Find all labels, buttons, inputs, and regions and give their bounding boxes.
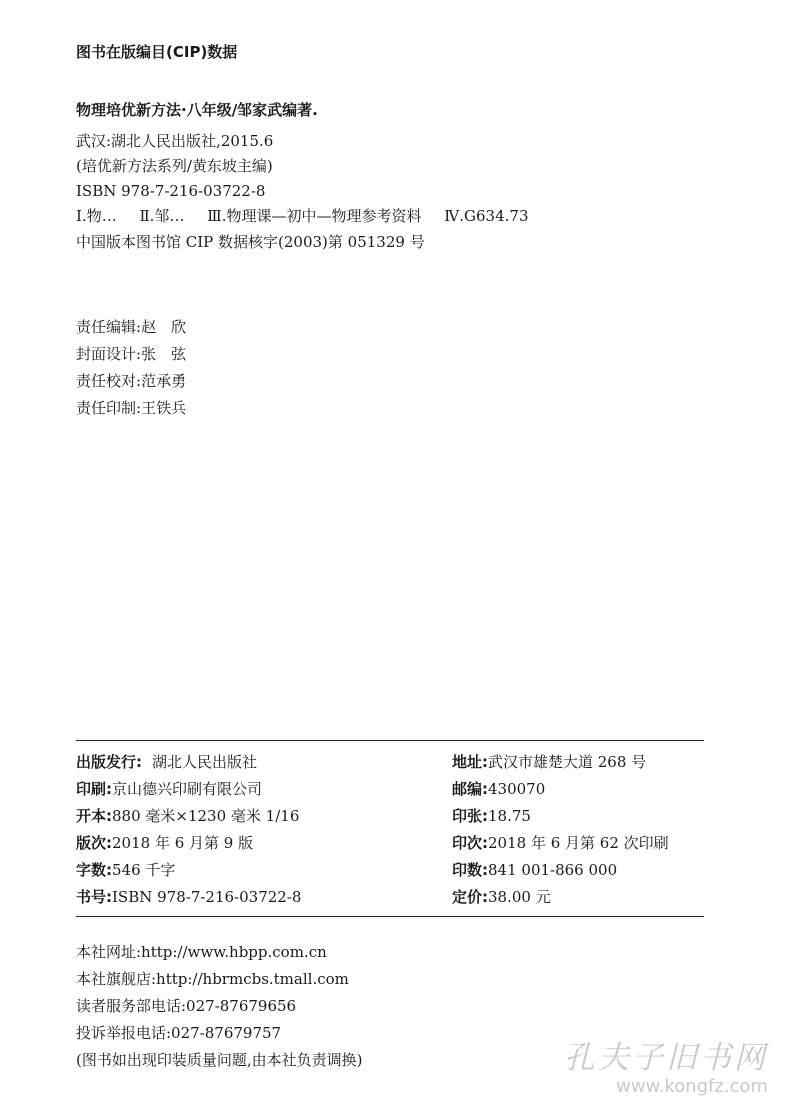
imprint-key: 地址: [452,753,488,771]
imprint-word-count [76,860,175,880]
contact-website: 本社网址:http://www.hbpp.com.cn [76,943,327,961]
class-part-2: Ⅱ.邹… [139,207,185,225]
credit-role: 责任印制: [76,399,142,417]
credit-role: 责任校对: [76,372,142,390]
imprint-key: 字数: [76,861,112,879]
imprint-key: 出版发行: [76,753,142,771]
credit-role: 责任编辑: [76,318,142,336]
imprint-key: 开本: [76,807,112,825]
watermark-url: www.kongfz.com [616,1076,768,1097]
imprint-key: 定价: [452,888,488,906]
imprint-printer [76,779,262,799]
cip-classification-line [76,206,529,226]
imprint-value: 546 千字 [112,861,176,879]
contact-complaint: 投诉举报电话:027-87679757 [76,1024,282,1042]
imprint-value: 841 001-866 000 [488,861,618,879]
imprint-key: 书号: [76,888,112,906]
imprint-value: 京山德兴印刷有限公司 [112,780,263,798]
imprint-price [452,887,551,907]
imprint-postcode [452,779,545,799]
contact-flagship-store: 本社旗舰店:http://hbrmcbs.tmall.com [76,970,349,988]
imprint-key: 版次: [76,834,112,852]
imprint-value: 18.75 [488,807,531,825]
imprint-value: 880 毫米×1230 毫米 1/16 [112,807,300,825]
contact-note: (图书如出现印装质量问题,由本社负责调换) [76,1051,363,1069]
class-part-3: Ⅲ.物理课—初中—物理参考资料 [207,207,422,225]
imprint-value: 38.00 元 [488,888,551,906]
cip-series-line: (培优新方法系列/黄东坡主编) [76,157,273,175]
class-part-4: Ⅳ.G634.73 [444,207,529,225]
credit-name: 张 弦 [141,345,187,363]
cip-number-line: 中国版本图书馆 CIP 数据核字(2003)第 051329 号 [76,233,425,251]
imprint-key: 印张: [452,807,488,825]
imprint-format [76,806,299,826]
imprint-value: 2018 年 6 月第 9 版 [112,834,254,852]
imprint-print-run [452,833,669,853]
credit-cover-design [76,344,186,364]
imprint-value: 2018 年 6 月第 62 次印刷 [488,834,669,852]
imprint-key: 印数: [452,861,488,879]
credit-printing [76,398,186,418]
class-part-1: Ⅰ.物… [76,207,117,225]
imprint-edition [76,833,253,853]
imprint-sheets [452,806,531,826]
watermark [564,1040,768,1098]
imprint-key: 印次: [452,834,488,852]
imprint-book-number [76,887,301,907]
imprint-print-quantity [452,860,617,880]
imprint-address [452,752,646,772]
imprint-value: 430070 [488,780,546,798]
credit-name: 赵 欣 [141,318,187,336]
imprint-bottom-rule [76,916,704,917]
contact-reader-service: 读者服务部电话:027-87679656 [76,997,297,1015]
imprint-value: 湖北人民出版社 [152,753,258,771]
cip-isbn-line: ISBN 978-7-216-03722-8 [76,182,266,200]
credit-role: 封面设计: [76,345,142,363]
credit-name: 王铁兵 [141,399,187,417]
cip-title-line: 物理培优新方法·八年级/邹家武编著. [76,101,318,119]
credit-editor [76,317,186,337]
imprint-key: 印刷: [76,780,112,798]
cip-heading: 图书在版编目(CIP)数据 [76,43,238,61]
imprint-publisher [76,752,257,772]
credit-proofreader [76,371,186,391]
imprint-value: 武汉市雄楚大道 268 号 [488,753,647,771]
imprint-key: 邮编: [452,780,488,798]
imprint-top-rule [76,740,704,741]
cip-publish-line: 武汉:湖北人民出版社,2015.6 [76,132,274,150]
watermark-title: 孔夫子旧书网 [564,1040,768,1076]
credit-name: 范承勇 [141,372,187,390]
imprint-value: ISBN 978-7-216-03722-8 [112,888,302,906]
